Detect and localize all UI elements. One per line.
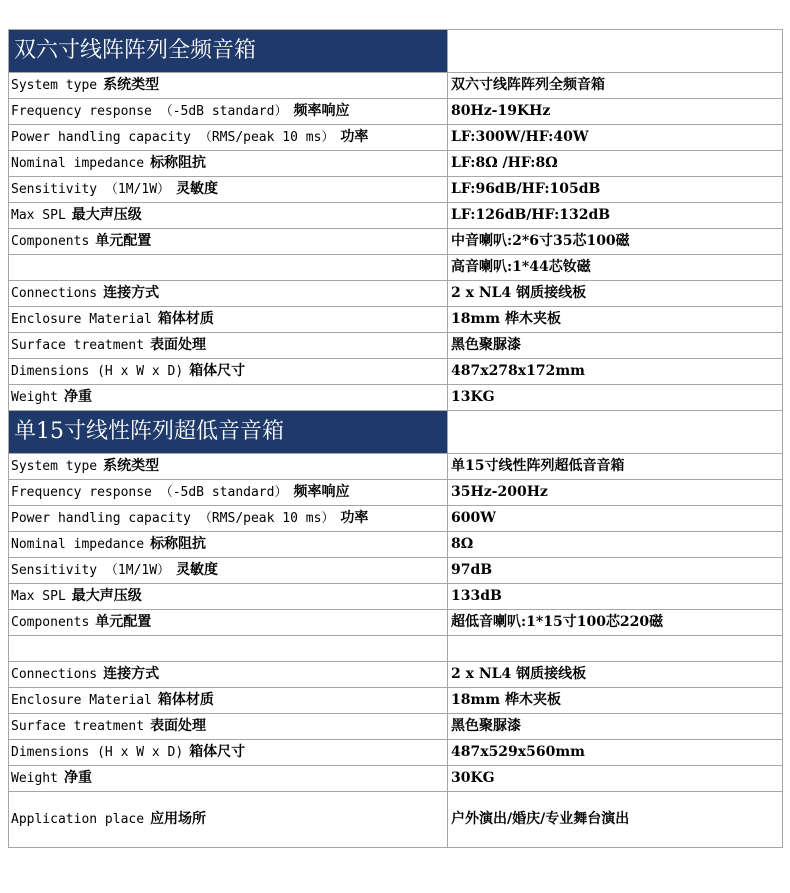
spec-label-en: Power handling capacity （RMS/peak 10 ms）: [11, 511, 335, 526]
section-title: 双六寸线阵阵列全频音箱: [9, 30, 448, 73]
spec-label-cell: [9, 740, 448, 766]
spec-row: [9, 714, 783, 740]
spec-value: 户外演出/婚庆/专业舞台演出: [448, 792, 783, 848]
spec-label-cell: [9, 610, 448, 636]
spec-value: 133dB: [448, 584, 783, 610]
spec-value: 80Hz-19KHz: [448, 99, 783, 125]
spec-label-zh: 频率响应: [293, 103, 350, 119]
spec-label-cell: [9, 636, 448, 662]
spec-label-zh: 净重: [63, 770, 92, 786]
spec-row: [9, 532, 783, 558]
spec-label-en: Weight: [11, 390, 58, 405]
spec-value: 单15寸线性阵列超低音音箱: [448, 454, 783, 480]
spec-label-zh: 频率响应: [293, 484, 350, 500]
spec-value: [448, 636, 783, 662]
spec-label-cell: [9, 359, 448, 385]
spec-label-cell: [9, 177, 448, 203]
spec-label-cell: [9, 125, 448, 151]
section-header-row: [9, 30, 783, 73]
spec-value: 30KG: [448, 766, 783, 792]
spec-value: 600W: [448, 506, 783, 532]
spec-label-en: System type: [11, 459, 98, 474]
spec-value: 中音喇叭:2*6寸35芯100磁: [448, 229, 783, 255]
spec-value: 18mm 桦木夹板: [448, 307, 783, 333]
spec-label-cell: [9, 532, 448, 558]
spec-label-zh: 连接方式: [103, 666, 160, 682]
spec-label-en: Application place: [11, 812, 145, 827]
spec-label-zh: 连接方式: [103, 285, 160, 301]
spec-value: 487x529x560mm: [448, 740, 783, 766]
spec-value: LF:96dB/HF:105dB: [448, 177, 783, 203]
spec-label-zh: 功率: [340, 510, 369, 526]
spec-value: 2 x NL4 钢质接线板: [448, 662, 783, 688]
spec-label-cell: [9, 480, 448, 506]
spec-label-en: Frequency response （-5dB standard）: [11, 104, 288, 119]
spec-label-en: Sensitivity （1M/1W）: [11, 563, 171, 578]
spec-label-zh: 单元配置: [95, 614, 152, 630]
spec-label-zh: 系统类型: [103, 458, 160, 474]
spec-label-zh: 表面处理: [150, 718, 207, 734]
spec-row: [9, 766, 783, 792]
section-header-row: [9, 411, 783, 454]
spec-label-en: Dimensions (H x W x D): [11, 364, 184, 379]
spec-label-zh: 标称阻抗: [150, 155, 207, 171]
spec-label-cell: [9, 662, 448, 688]
spec-label-cell: [9, 584, 448, 610]
spec-row: [9, 740, 783, 766]
spec-label-zh: 箱体尺寸: [189, 363, 246, 379]
spec-row: [9, 636, 783, 662]
spec-label-zh: 箱体尺寸: [189, 744, 246, 760]
spec-row: [9, 385, 783, 411]
spec-table-body: [9, 30, 783, 848]
spec-row: [9, 333, 783, 359]
spec-row: [9, 506, 783, 532]
spec-value: LF:300W/HF:40W: [448, 125, 783, 151]
spec-label-cell: [9, 454, 448, 480]
spec-row: [9, 125, 783, 151]
spec-row: [9, 73, 783, 99]
spec-label-en: Components: [11, 615, 90, 630]
spec-row: [9, 307, 783, 333]
spec-label-en: Surface treatment: [11, 719, 145, 734]
spec-label-zh: 箱体材质: [157, 311, 214, 327]
spec-label-en: Enclosure Material: [11, 312, 152, 327]
spec-row: [9, 99, 783, 125]
spec-label-zh: 标称阻抗: [150, 536, 207, 552]
spec-label-en: Nominal impedance: [11, 156, 145, 171]
spec-value: LF:126dB/HF:132dB: [448, 203, 783, 229]
spec-label-cell: [9, 73, 448, 99]
spec-value: 黑色聚脲漆: [448, 333, 783, 359]
spec-label-en: Sensitivity （1M/1W）: [11, 182, 171, 197]
spec-row: [9, 558, 783, 584]
spec-row: [9, 281, 783, 307]
spec-label-zh: 系统类型: [103, 77, 160, 93]
spec-value: 487x278x172mm: [448, 359, 783, 385]
spec-label-cell: [9, 99, 448, 125]
spec-row: [9, 454, 783, 480]
spec-row: [9, 177, 783, 203]
application-row: [9, 792, 783, 848]
spec-label-en: System type: [11, 78, 98, 93]
spec-value: 黑色聚脲漆: [448, 714, 783, 740]
spec-label-en: Weight: [11, 771, 58, 786]
spec-row: [9, 203, 783, 229]
spec-label-cell: [9, 229, 448, 255]
spec-label-en: Dimensions (H x W x D): [11, 745, 184, 760]
spec-label-en: Surface treatment: [11, 338, 145, 353]
spec-label-cell: [9, 151, 448, 177]
spec-value: 高音喇叭:1*44芯钕磁: [448, 255, 783, 281]
spec-label-en: Nominal impedance: [11, 537, 145, 552]
spec-value: 18mm 桦木夹板: [448, 688, 783, 714]
spec-value: 35Hz-200Hz: [448, 480, 783, 506]
spec-label-cell: [9, 281, 448, 307]
spec-label-cell: [9, 766, 448, 792]
spec-row: [9, 584, 783, 610]
spec-label-zh: 灵敏度: [176, 181, 219, 197]
spec-label-en: Frequency response （-5dB standard）: [11, 485, 288, 500]
spec-row: [9, 255, 783, 281]
spec-value: LF:8Ω /HF:8Ω: [448, 151, 783, 177]
spec-label-en: Components: [11, 234, 90, 249]
spec-label-zh: 功率: [340, 129, 369, 145]
spec-label-en: Connections: [11, 286, 98, 301]
spec-value: 97dB: [448, 558, 783, 584]
spec-label-zh: 表面处理: [150, 337, 207, 353]
spec-label-zh: 单元配置: [95, 233, 152, 249]
spec-value: 13KG: [448, 385, 783, 411]
section-header-blank: [448, 411, 783, 454]
spec-label-en: Max SPL: [11, 208, 66, 223]
spec-label-zh: 应用场所: [150, 811, 207, 827]
spec-value: 双六寸线阵阵列全频音箱: [448, 73, 783, 99]
section-header-blank: [448, 30, 783, 73]
spec-table: [8, 29, 783, 848]
spec-row: [9, 662, 783, 688]
spec-label-cell: [9, 203, 448, 229]
spec-row: [9, 480, 783, 506]
spec-label-zh: 最大声压级: [71, 588, 142, 604]
spec-label-cell: [9, 385, 448, 411]
spec-row: [9, 610, 783, 636]
spec-label-en: Connections: [11, 667, 98, 682]
spec-row: [9, 229, 783, 255]
spec-value: 超低音喇叭:1*15寸100芯220磁: [448, 610, 783, 636]
spec-label-zh: 箱体材质: [157, 692, 214, 708]
spec-label-cell: [9, 688, 448, 714]
spec-label-cell: [9, 714, 448, 740]
spec-label-cell: [9, 307, 448, 333]
spec-label-zh: 最大声压级: [71, 207, 142, 223]
spec-label-zh: 净重: [63, 389, 92, 405]
spec-row: [9, 359, 783, 385]
spec-row: [9, 688, 783, 714]
spec-label-cell: [9, 558, 448, 584]
spec-label-zh: 灵敏度: [176, 562, 219, 578]
spec-row: [9, 151, 783, 177]
section-title: 单15寸线性阵列超低音音箱: [9, 411, 448, 454]
spec-value: 8Ω: [448, 532, 783, 558]
spec-label-en: Power handling capacity （RMS/peak 10 ms）: [11, 130, 335, 145]
spec-label-cell: [9, 506, 448, 532]
spec-label-cell: [9, 792, 448, 848]
spec-label-en: Max SPL: [11, 589, 66, 604]
spec-label-cell: [9, 255, 448, 281]
spec-label-en: Enclosure Material: [11, 693, 152, 708]
spec-value: 2 x NL4 钢质接线板: [448, 281, 783, 307]
spec-label-cell: [9, 333, 448, 359]
